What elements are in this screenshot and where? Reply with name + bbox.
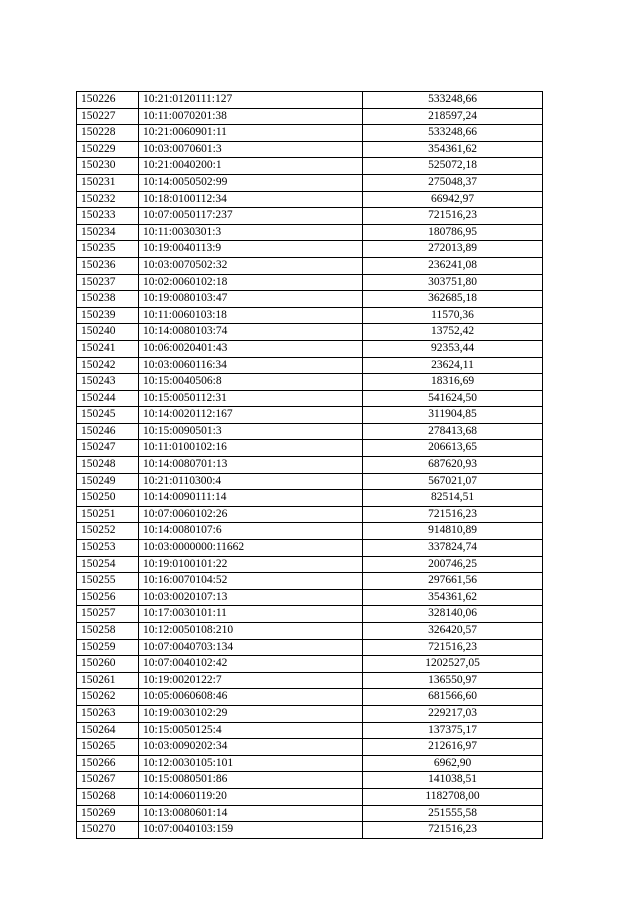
- table-row: [77, 705, 543, 722]
- table-row: [77, 241, 543, 258]
- table-row: [77, 374, 543, 391]
- row-number-cell: 150227: [77, 108, 139, 125]
- table-row: [77, 174, 543, 191]
- table-row: [77, 257, 543, 274]
- table-row: [77, 340, 543, 357]
- cadastral-number-cell: 10:11:0060103:18: [139, 307, 363, 324]
- row-number-cell: 150236: [77, 257, 139, 274]
- cadastral-number-cell: 10:03:0060116:34: [139, 357, 363, 374]
- cadastral-number-cell: 10:11:0070201:38: [139, 108, 363, 125]
- cadastral-number-cell: 10:21:0060901:11: [139, 125, 363, 142]
- row-number-cell: 150262: [77, 689, 139, 706]
- row-number-cell: 150257: [77, 606, 139, 623]
- value-cell: 6962,90: [363, 755, 543, 772]
- table-body: [77, 92, 543, 839]
- table-row: [77, 788, 543, 805]
- row-number-cell: 150226: [77, 92, 139, 109]
- value-cell: 212616,97: [363, 739, 543, 756]
- value-cell: 721516,23: [363, 822, 543, 839]
- value-cell: 272013,89: [363, 241, 543, 258]
- table-row: [77, 473, 543, 490]
- value-cell: 180786,95: [363, 224, 543, 241]
- table-row: [77, 573, 543, 590]
- row-number-cell: 150261: [77, 672, 139, 689]
- value-cell: 525072,18: [363, 158, 543, 175]
- value-cell: 236241,08: [363, 257, 543, 274]
- value-cell: 533248,66: [363, 125, 543, 142]
- value-cell: 354361,62: [363, 141, 543, 158]
- cadastral-number-cell: 10:19:0020122:7: [139, 672, 363, 689]
- table-row: [77, 722, 543, 739]
- cadastral-number-cell: 10:07:0040103:159: [139, 822, 363, 839]
- row-number-cell: 150268: [77, 788, 139, 805]
- value-cell: 141038,51: [363, 772, 543, 789]
- row-number-cell: 150251: [77, 506, 139, 523]
- value-cell: 914810,89: [363, 523, 543, 540]
- value-cell: 18316,69: [363, 374, 543, 391]
- cadastral-number-cell: 10:03:0090202:34: [139, 739, 363, 756]
- table-row: [77, 606, 543, 623]
- row-number-cell: 150269: [77, 805, 139, 822]
- value-cell: 354361,62: [363, 589, 543, 606]
- row-number-cell: 150240: [77, 324, 139, 341]
- value-cell: 681566,60: [363, 689, 543, 706]
- row-number-cell: 150228: [77, 125, 139, 142]
- value-cell: 13752,42: [363, 324, 543, 341]
- row-number-cell: 150259: [77, 639, 139, 656]
- cadastral-number-cell: 10:07:0060102:26: [139, 506, 363, 523]
- row-number-cell: 150252: [77, 523, 139, 540]
- row-number-cell: 150232: [77, 191, 139, 208]
- cadastral-number-cell: 10:12:0050108:210: [139, 623, 363, 640]
- table-row: [77, 307, 543, 324]
- table-row: [77, 357, 543, 374]
- table-row: [77, 739, 543, 756]
- cadastral-number-cell: 10:15:0050112:31: [139, 390, 363, 407]
- cadastral-number-cell: 10:05:0060608:46: [139, 689, 363, 706]
- value-cell: 278413,68: [363, 423, 543, 440]
- row-number-cell: 150248: [77, 457, 139, 474]
- cadastral-number-cell: 10:14:0090111:14: [139, 490, 363, 507]
- cadastral-number-cell: 10:07:0050117:237: [139, 208, 363, 225]
- cadastral-number-cell: 10:15:0050125:4: [139, 722, 363, 739]
- row-number-cell: 150234: [77, 224, 139, 241]
- cadastral-number-cell: 10:06:0020401:43: [139, 340, 363, 357]
- cadastral-number-cell: 10:15:0090501:3: [139, 423, 363, 440]
- row-number-cell: 150265: [77, 739, 139, 756]
- value-cell: 1182708,00: [363, 788, 543, 805]
- cadastral-number-cell: 10:03:0020107:13: [139, 589, 363, 606]
- table-row: [77, 92, 543, 109]
- cadastral-number-cell: 10:14:0080107:6: [139, 523, 363, 540]
- cadastral-number-cell: 10:16:0070104:52: [139, 573, 363, 590]
- row-number-cell: 150250: [77, 490, 139, 507]
- table-row: [77, 822, 543, 839]
- row-number-cell: 150239: [77, 307, 139, 324]
- table-row: [77, 805, 543, 822]
- table-row: [77, 224, 543, 241]
- cadastral-number-cell: 10:11:0100102:16: [139, 440, 363, 457]
- table-row: [77, 506, 543, 523]
- value-cell: 137375,17: [363, 722, 543, 739]
- table-row: [77, 141, 543, 158]
- value-cell: 251555,58: [363, 805, 543, 822]
- cadastral-number-cell: 10:07:0040703:134: [139, 639, 363, 656]
- value-cell: 66942,97: [363, 191, 543, 208]
- cadastral-number-cell: 10:15:0080501:86: [139, 772, 363, 789]
- cadastral-number-cell: 10:19:0030102:29: [139, 705, 363, 722]
- value-cell: 337824,74: [363, 540, 543, 557]
- value-cell: 200746,25: [363, 556, 543, 573]
- cadastral-number-cell: 10:14:0080103:74: [139, 324, 363, 341]
- cadastral-number-cell: 10:19:0080103:47: [139, 291, 363, 308]
- row-number-cell: 150235: [77, 241, 139, 258]
- cadastral-number-cell: 10:21:0040200:1: [139, 158, 363, 175]
- cadastral-number-cell: 10:18:0100112:34: [139, 191, 363, 208]
- value-cell: 721516,23: [363, 208, 543, 225]
- value-cell: 311904,85: [363, 407, 543, 424]
- cadastral-number-cell: 10:13:0080601:14: [139, 805, 363, 822]
- table-row: [77, 772, 543, 789]
- table-row: [77, 390, 543, 407]
- table-row: [77, 490, 543, 507]
- row-number-cell: 150254: [77, 556, 139, 573]
- cadastral-number-cell: 10:11:0030301:3: [139, 224, 363, 241]
- table-row: [77, 523, 543, 540]
- value-cell: 303751,80: [363, 274, 543, 291]
- value-cell: 533248,66: [363, 92, 543, 109]
- cadastral-number-cell: 10:19:0040113:9: [139, 241, 363, 258]
- row-number-cell: 150256: [77, 589, 139, 606]
- value-cell: 326420,57: [363, 623, 543, 640]
- table-row: [77, 540, 543, 557]
- row-number-cell: 150242: [77, 357, 139, 374]
- table-row: [77, 274, 543, 291]
- cadastral-number-cell: 10:03:0070502:32: [139, 257, 363, 274]
- table-row: [77, 656, 543, 673]
- row-number-cell: 150229: [77, 141, 139, 158]
- row-number-cell: 150238: [77, 291, 139, 308]
- row-number-cell: 150243: [77, 374, 139, 391]
- table-row: [77, 623, 543, 640]
- table-row: [77, 423, 543, 440]
- table-row: [77, 158, 543, 175]
- value-cell: 297661,56: [363, 573, 543, 590]
- row-number-cell: 150247: [77, 440, 139, 457]
- cadastral-number-cell: 10:17:0030101:11: [139, 606, 363, 623]
- cadastral-number-cell: 10:14:0020112:167: [139, 407, 363, 424]
- row-number-cell: 150266: [77, 755, 139, 772]
- value-cell: 721516,23: [363, 506, 543, 523]
- value-cell: 218597,24: [363, 108, 543, 125]
- table-row: [77, 689, 543, 706]
- table-row: [77, 556, 543, 573]
- value-cell: 328140,06: [363, 606, 543, 623]
- table-row: [77, 407, 543, 424]
- row-number-cell: 150233: [77, 208, 139, 225]
- row-number-cell: 150255: [77, 573, 139, 590]
- row-number-cell: 150230: [77, 158, 139, 175]
- table-row: [77, 755, 543, 772]
- cadastral-number-cell: 10:14:0060119:20: [139, 788, 363, 805]
- row-number-cell: 150263: [77, 705, 139, 722]
- value-cell: 721516,23: [363, 639, 543, 656]
- value-cell: 82514,51: [363, 490, 543, 507]
- value-cell: 362685,18: [363, 291, 543, 308]
- value-cell: 206613,65: [363, 440, 543, 457]
- table-row: [77, 672, 543, 689]
- cadastral-number-cell: 10:21:0120111:127: [139, 92, 363, 109]
- cadastral-number-cell: 10:19:0100101:22: [139, 556, 363, 573]
- cadastral-number-cell: 10:02:0060102:18: [139, 274, 363, 291]
- table-row: [77, 589, 543, 606]
- value-cell: 11570,36: [363, 307, 543, 324]
- cadastral-number-cell: 10:14:0080701:13: [139, 457, 363, 474]
- value-cell: 541624,50: [363, 390, 543, 407]
- table-row: [77, 291, 543, 308]
- row-number-cell: 150258: [77, 623, 139, 640]
- value-cell: 92353,44: [363, 340, 543, 357]
- table-row: [77, 440, 543, 457]
- row-number-cell: 150267: [77, 772, 139, 789]
- row-number-cell: 150260: [77, 656, 139, 673]
- row-number-cell: 150241: [77, 340, 139, 357]
- value-cell: 687620,93: [363, 457, 543, 474]
- table-row: [77, 125, 543, 142]
- cadastral-number-cell: 10:15:0040506:8: [139, 374, 363, 391]
- value-cell: 136550,97: [363, 672, 543, 689]
- table-row: [77, 639, 543, 656]
- row-number-cell: 150249: [77, 473, 139, 490]
- row-number-cell: 150270: [77, 822, 139, 839]
- cadastral-number-cell: 10:14:0050502:99: [139, 174, 363, 191]
- value-cell: 229217,03: [363, 705, 543, 722]
- table-row: [77, 191, 543, 208]
- cadastral-number-cell: 10:12:0030105:101: [139, 755, 363, 772]
- value-cell: 1202527,05: [363, 656, 543, 673]
- row-number-cell: 150245: [77, 407, 139, 424]
- row-number-cell: 150246: [77, 423, 139, 440]
- row-number-cell: 150253: [77, 540, 139, 557]
- cadastral-number-cell: 10:03:0070601:3: [139, 141, 363, 158]
- table-row: [77, 324, 543, 341]
- row-number-cell: 150264: [77, 722, 139, 739]
- table-row: [77, 208, 543, 225]
- row-number-cell: 150244: [77, 390, 139, 407]
- value-cell: 275048,37: [363, 174, 543, 191]
- table-row: [77, 457, 543, 474]
- cadastral-number-cell: 10:07:0040102:42: [139, 656, 363, 673]
- row-number-cell: 150231: [77, 174, 139, 191]
- cadastral-number-cell: 10:21:0110300:4: [139, 473, 363, 490]
- value-cell: 567021,07: [363, 473, 543, 490]
- cadastral-number-cell: 10:03:0000000:11662: [139, 540, 363, 557]
- table-row: [77, 108, 543, 125]
- value-cell: 23624,11: [363, 357, 543, 374]
- cadastral-value-table: [76, 91, 543, 839]
- row-number-cell: 150237: [77, 274, 139, 291]
